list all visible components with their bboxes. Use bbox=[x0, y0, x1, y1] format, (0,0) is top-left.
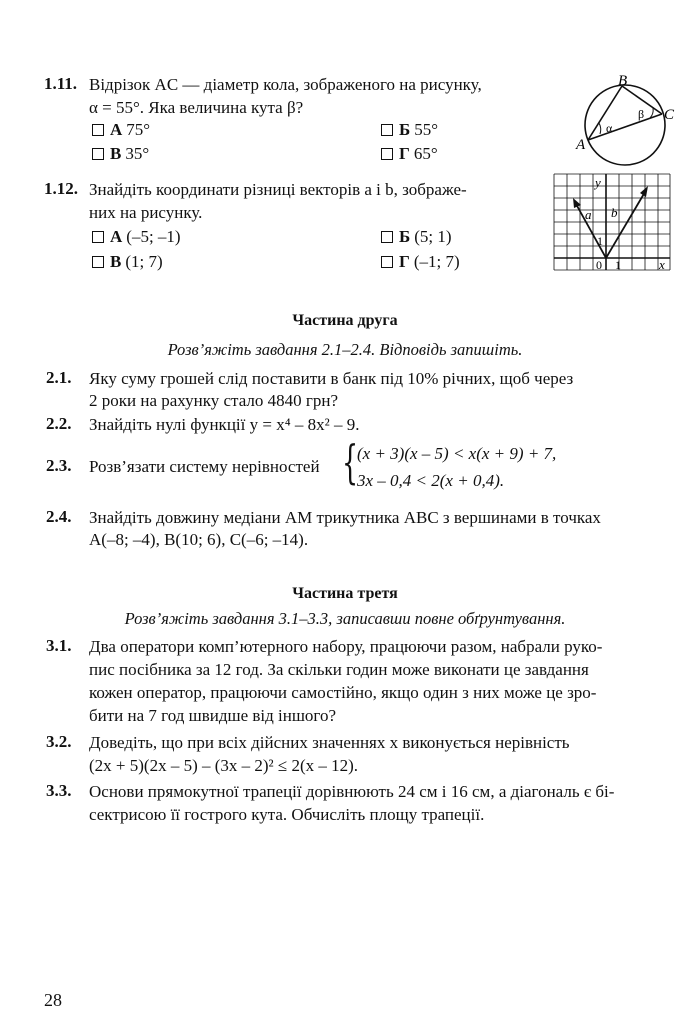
page-number: 28 bbox=[44, 990, 62, 1010]
label-b: B bbox=[618, 73, 628, 89]
x-one-label: 1 bbox=[615, 258, 621, 271]
task-1-12-number: 1.12. bbox=[44, 179, 78, 198]
task-3-3-line2: сектрисою її гострого кута. Обчисліть площу трапеції. bbox=[89, 805, 485, 824]
vector-a-label: a bbox=[585, 207, 592, 222]
task-3-3-line1: Основи прямокутної трапеції дорівнюють 24 см і 16 см, а діагональ є бі- bbox=[89, 782, 615, 801]
label-beta: β bbox=[638, 107, 645, 121]
task-1-12-line1: Знайдіть координати різниці векторів a і b, зображе- bbox=[89, 180, 467, 199]
vector-grid-diagram bbox=[553, 173, 671, 271]
part2-title: Частина друга bbox=[292, 312, 398, 329]
task-2-3-line1: Розв’язати систему нерівностей bbox=[89, 457, 320, 476]
part3-subtitle: Розв’яжіть завдання 3.1–3.3, записавши повне обґрунтування. bbox=[124, 609, 566, 628]
option-1-12-g[interactable]: Г (–1; 7) bbox=[381, 252, 460, 272]
option-1-11-g[interactable]: Г 65° bbox=[381, 144, 438, 164]
task-3-1-line3: кожен оператор, працюючи самостійно, якщо один з них може це зро- bbox=[89, 683, 597, 702]
task-3-2-line1: Доведіть, що при всіх дійсних значеннях x виконується нерівність bbox=[89, 733, 570, 752]
checkbox-icon[interactable] bbox=[381, 231, 393, 243]
checkbox-icon[interactable] bbox=[381, 256, 393, 268]
task-3-3-number: 3.3. bbox=[46, 781, 72, 800]
option-1-11-a[interactable]: А 75° bbox=[92, 120, 150, 140]
part3-title: Частина третя bbox=[292, 585, 398, 602]
task-2-4-line1: Знайдіть довжину медіани AM трикутника ABC з вершинами в точках bbox=[89, 508, 601, 527]
task-2-1-line2: 2 роки на рахунку стало 4840 грн? bbox=[89, 391, 338, 410]
task-2-2-line1: Знайдіть нулі функції y = x⁴ – 8x² – 9. bbox=[89, 415, 360, 434]
task-3-1-line4: бити на 7 год швидше від іншого? bbox=[89, 706, 337, 725]
task-3-2-number: 3.2. bbox=[46, 732, 72, 751]
vector-b-label: b bbox=[611, 205, 618, 220]
axis-x-label: x bbox=[659, 257, 665, 271]
circle-diagram bbox=[570, 72, 680, 172]
task-2-1-number: 2.1. bbox=[46, 368, 72, 387]
task-1-12-line2: них на рисунку. bbox=[89, 203, 203, 222]
task-2-1-line1: Яку суму грошей слід поставити в банк під 10% річних, щоб через bbox=[89, 369, 574, 388]
label-a: A bbox=[576, 137, 586, 153]
axis-y-label: y bbox=[595, 175, 601, 190]
option-1-12-b[interactable]: Б (5; 1) bbox=[381, 227, 452, 247]
checkbox-icon[interactable] bbox=[381, 148, 393, 160]
checkbox-icon[interactable] bbox=[381, 124, 393, 136]
task-2-4-number: 2.4. bbox=[46, 507, 72, 526]
option-1-11-v[interactable]: В 35° bbox=[92, 144, 149, 164]
system-line2: 3x – 0,4 < 2(x + 0,4). bbox=[357, 471, 505, 490]
task-3-1-line1: Два оператори комп’ютерного набору, працюючи разом, набрали руко- bbox=[89, 637, 603, 656]
option-1-12-v[interactable]: В (1; 7) bbox=[92, 252, 163, 272]
task-1-11-number: 1.11. bbox=[44, 74, 78, 93]
origin-label: 0 bbox=[596, 258, 602, 271]
checkbox-icon[interactable] bbox=[92, 148, 104, 160]
task-3-2-line2: (2x + 5)(2x – 5) – (3x – 2)² ≤ 2(x – 12). bbox=[89, 756, 359, 775]
task-3-1-number: 3.1. bbox=[46, 636, 72, 655]
option-1-12-a[interactable]: А (–5; –1) bbox=[92, 227, 181, 247]
task-2-4-line2: A(–8; –4), B(10; 6), C(–6; –14). bbox=[89, 530, 309, 549]
label-c: C bbox=[664, 107, 675, 123]
task-1-11-line2: α = 55°. Яка величина кута β? bbox=[89, 98, 304, 117]
task-2-3-number: 2.3. bbox=[46, 456, 72, 475]
task-2-2-number: 2.2. bbox=[46, 414, 72, 433]
label-alpha: α bbox=[606, 121, 613, 135]
task-1-11-line1: Відрізок AC — діаметр кола, зображеного на рисунку, bbox=[89, 75, 482, 94]
checkbox-icon[interactable] bbox=[92, 124, 104, 136]
option-1-11-b[interactable]: Б 55° bbox=[381, 120, 438, 140]
part2-subtitle: Розв’яжіть завдання 2.1–2.4. Відповідь запишіть. bbox=[167, 340, 523, 359]
system-line1: (x + 3)(x – 5) < x(x + 9) + 7, bbox=[357, 444, 557, 463]
checkbox-icon[interactable] bbox=[92, 256, 104, 268]
checkbox-icon[interactable] bbox=[92, 231, 104, 243]
system-brace: { bbox=[342, 435, 359, 489]
task-3-1-line2: пис посібника за 12 год. За скільки годин може виконати це завдання bbox=[89, 660, 589, 679]
y-one-label: 1 bbox=[597, 234, 603, 248]
